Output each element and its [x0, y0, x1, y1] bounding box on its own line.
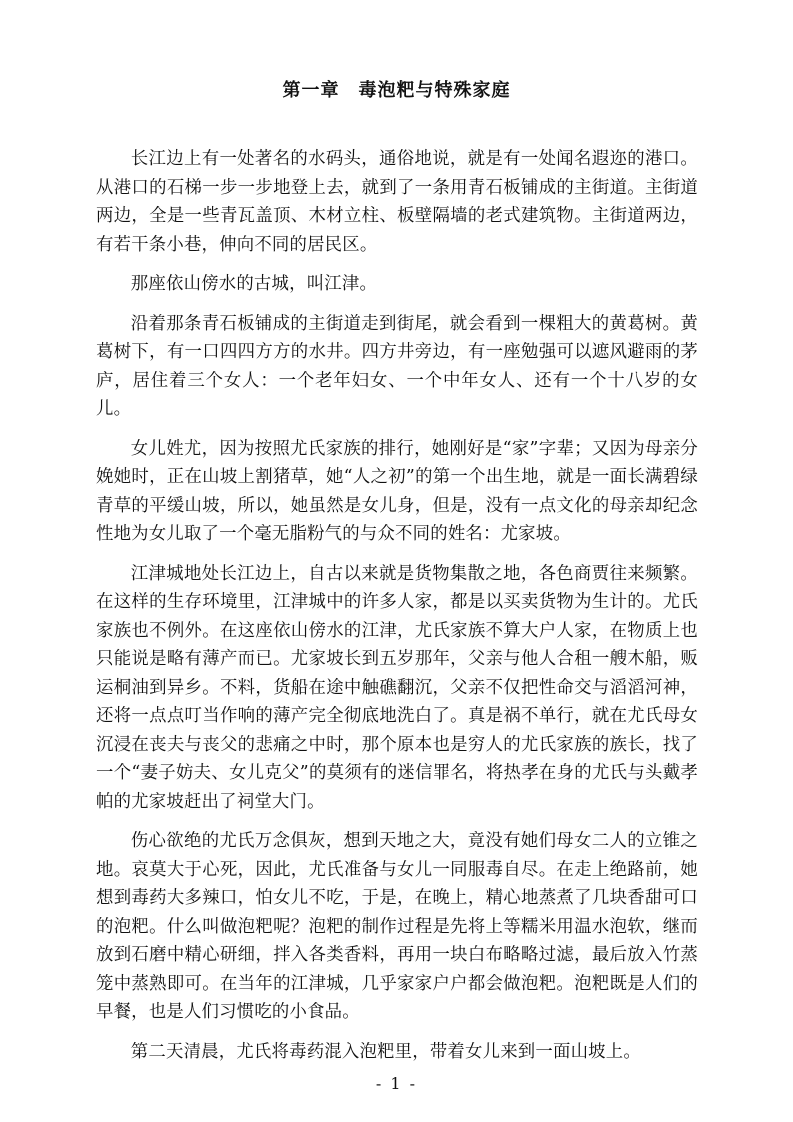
chapter-title: 第一章 毒泡粑与特殊家庭 [282, 80, 511, 101]
paragraph: 沿着那条青石板铺成的主街道走到街尾，就会看到一棵粗大的黄葛树。黄葛树下，有一口四四方方的水井。四方井旁边，有一座勉强可以遮风避雨的茅庐，居住着三个女人：一个老年妇女、一个中年女人、还有一个十八岁的女儿。 [96, 313, 698, 419]
paragraph: 伤心欲绝的尤氏万念俱灰，想到天地之大，竟没有她们母女二人的立锥之地。哀莫大于心死，因此，尤氏准备与女儿一同服毒自尽。在走上绝路前，她想到毒药大多辣口，怕女儿不吃，于是，在晚上，精心地蒸煮了几块香甜可口的泡粑。什么叫做泡粑呢？泡粑的制作过程是先将上等糯米用温水泡软，继而放到石磨中精心研细，拌入各类香料，再用一块白布略略过滤，最后放入竹蒸笼中蒸熟即可。在当年的江津城，几乎家家户户都会做泡粑。泡粑既是人们的早餐，也是人们习惯吃的小食品。 [96, 831, 698, 1022]
body-text [96, 145, 698, 1077]
page-number: - 1 - [375, 1074, 418, 1093]
paragraph: 女儿姓尤，因为按照尤氏家族的排行，她刚好是“家”字辈；又因为母亲分娩她时，正在山坡上割猪草，她“人之初”的第一个出生地，就是一面长满碧绿青草的平缓山坡，所以，她虽然是女儿身，但是，没有一点文化的母亲却纪念性地为女儿取了一个毫无脂粉气的与众不同的姓名：尤家坡。 [96, 438, 698, 544]
paragraph: 长江边上有一处著名的水码头，通俗地说，就是有一处闻名遐迩的港口。从港口的石梯一步一步地登上去，就到了一条用青石板铺成的主街道。主街道两边，全是一些青瓦盖顶、木材立柱、板壁隔墙的老式建筑物。主街道两边，有若干条小巷，伸向不同的居民区。 [96, 149, 698, 255]
paragraph: 那座依山傍水的古城，叫江津。 [130, 274, 378, 294]
paragraph: 江津城地处长江边上，自古以来就是货物集散之地，各色商贾往来频繁。在这样的生存环境里，江津城中的许多人家，都是以买卖货物为生计的。尤氏家族也不例外。在这座依山傍水的江津，尤氏家族不算大户人家，在物质上也只能说是略有薄产而已。尤家坡长到五岁那年，父亲与他人合租一艘木船，贩运桐油到异乡。不料，货船在途中触礁翻沉，父亲不仅把性命交与滔滔河神，还将一点点叮当作响的薄产完全彻底地洗白了。真是祸不单行，就在尤氏母女沉浸在丧夫与丧父的悲痛之中时，那个原本也是穷人的尤氏家族的族长，找了一个“妻子妨夫、女儿克父”的莫须有的迷信罪名，将热孝在身的尤氏与头戴孝帕的尤家坡赶出了祠堂大门。 [96, 563, 698, 812]
paragraph: 第二天清晨，尤氏将毒药混入泡粑里，带着女儿来到一面山坡上。 [130, 1041, 641, 1062]
